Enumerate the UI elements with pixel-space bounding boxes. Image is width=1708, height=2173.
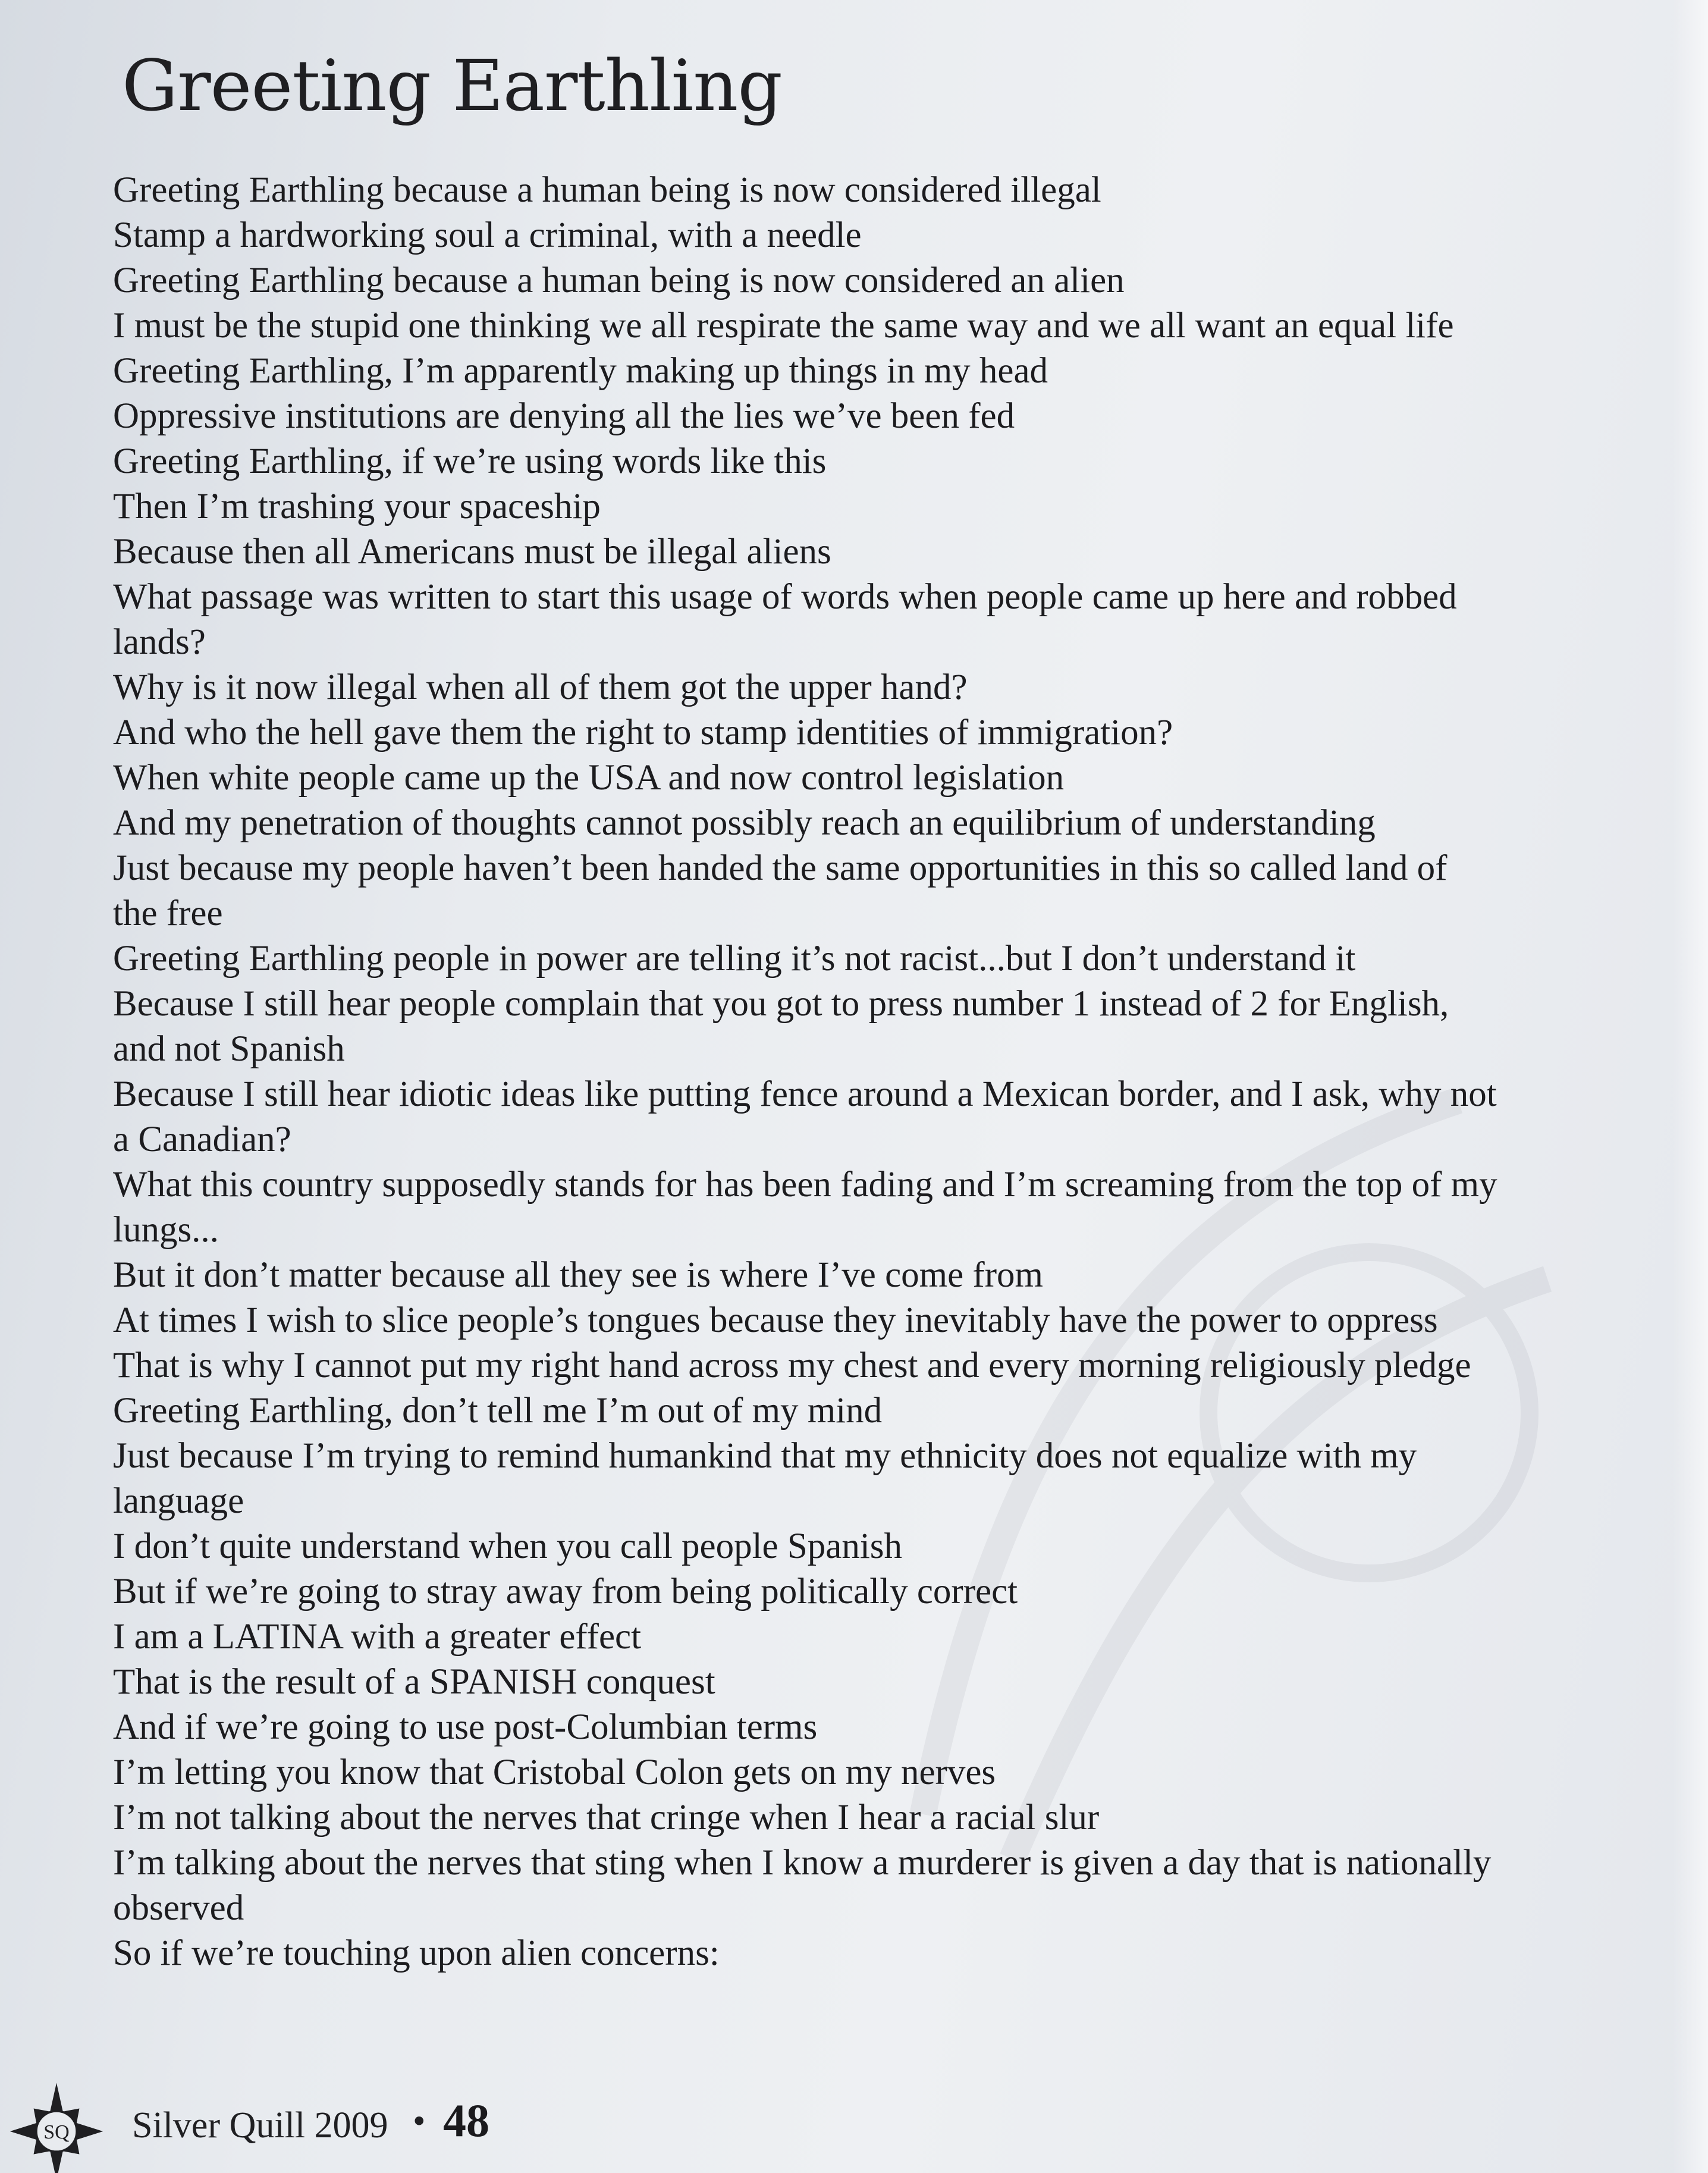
poem-line: lungs... [113, 1210, 219, 1250]
poem-line: I must be the stupid one thinking we all respirate the same way and we all want an equal life [113, 306, 1454, 346]
poem-line: Greeting Earthling because a human being is now considered an alien [113, 261, 1125, 300]
poem-line: That is why I cannot put my right hand across my chest and every morning religiously pledge [113, 1346, 1471, 1385]
silver-quill-star-logo [6, 2081, 107, 2173]
poem-line: Why is it now illegal when all of them got the upper hand? [113, 667, 968, 707]
poem-line: Greeting Earthling because a human being is now considered illegal [113, 170, 1101, 210]
poem-line: At times I wish to slice people’s tongues because they inevitably have the power to oppress [113, 1300, 1438, 1340]
logo-text: SQ [43, 2121, 70, 2143]
poem-line: What this country supposedly stands for has been fading and I’m screaming from the top of my [113, 1165, 1497, 1205]
poem-line: And if we’re going to use post-Columbian terms [113, 1707, 818, 1747]
poem-line: When white people came up the USA and now control legislation [113, 758, 1065, 798]
poem-line: Oppressive institutions are denying all the lies we’ve been fed [113, 396, 1015, 436]
poem-line: I’m letting you know that Cristobal Colon gets on my nerves [113, 1752, 996, 1792]
poem-line: and not Spanish [113, 1029, 345, 1069]
poem-line: Greeting Earthling people in power are telling it’s not racist...but I don’t understand it [113, 939, 1356, 979]
poem-line: Greeting Earthling, I’m apparently making up things in my head [113, 351, 1048, 391]
poem-line: Because I still hear people complain that you got to press number 1 instead of 2 for English, [113, 984, 1449, 1024]
poem-line: Stamp a hardworking soul a criminal, with a needle [113, 215, 862, 255]
poem-line: Greeting Earthling, don’t tell me I’m out of my mind [113, 1391, 883, 1431]
poem-line: Just because my people haven’t been handed the same opportunities in this so called land of [113, 848, 1448, 888]
poem-line: But if we’re going to stray away from being politically correct [113, 1572, 1018, 1611]
poem-line: Greeting Earthling, if we’re using words like this [113, 441, 827, 481]
footer-separator: • [410, 2105, 428, 2139]
poem-line: What passage was written to start this usage of words when people came up here and robbed [113, 577, 1457, 617]
poem-line: observed [113, 1888, 244, 1928]
poem-line: And who the hell gave them the right to stamp identities of immigration? [113, 713, 1173, 752]
poem-line: That is the result of a SPANISH conquest [113, 1662, 715, 1702]
poem-title: Greeting Earthling [122, 45, 782, 127]
poem-line: language [113, 1481, 244, 1521]
poem-body [113, 168, 1671, 1976]
poem-line: I’m not talking about the nerves that cringe when I hear a racial slur [113, 1798, 1100, 1838]
poem-line: Just because I’m trying to remind humankind that my ethnicity does not equalize with my [113, 1436, 1417, 1476]
poem-line: I am a LATINA with a greater effect [113, 1617, 642, 1657]
poem-line: I don’t quite understand when you call people Spanish [113, 1526, 903, 1566]
poem-line: So if we’re touching upon alien concerns: [113, 1933, 720, 1973]
page-footer [0, 2076, 595, 2147]
poem-line: Then I’m trashing your spaceship [113, 487, 601, 526]
poem-line: the free [113, 893, 223, 933]
poem-line: But it don’t matter because all they see is where I’ve come from [113, 1255, 1043, 1295]
poem-line: And my penetration of thoughts cannot possibly reach an equilibrium of understanding [113, 803, 1376, 843]
poem-line: Because then all Americans must be illegal aliens [113, 532, 831, 572]
poem-line: a Canadian? [113, 1120, 291, 1159]
poem-line: Because I still hear idiotic ideas like putting fence around a Mexican border, and I ask, why not [113, 1074, 1497, 1114]
publication-name: Silver Quill 2009 [132, 2105, 388, 2146]
page-number: 48 [443, 2094, 489, 2146]
poem-line: lands? [113, 622, 206, 662]
poem-line: I’m talking about the nerves that sting when I know a murderer is given a day that is nationally [113, 1843, 1492, 1883]
